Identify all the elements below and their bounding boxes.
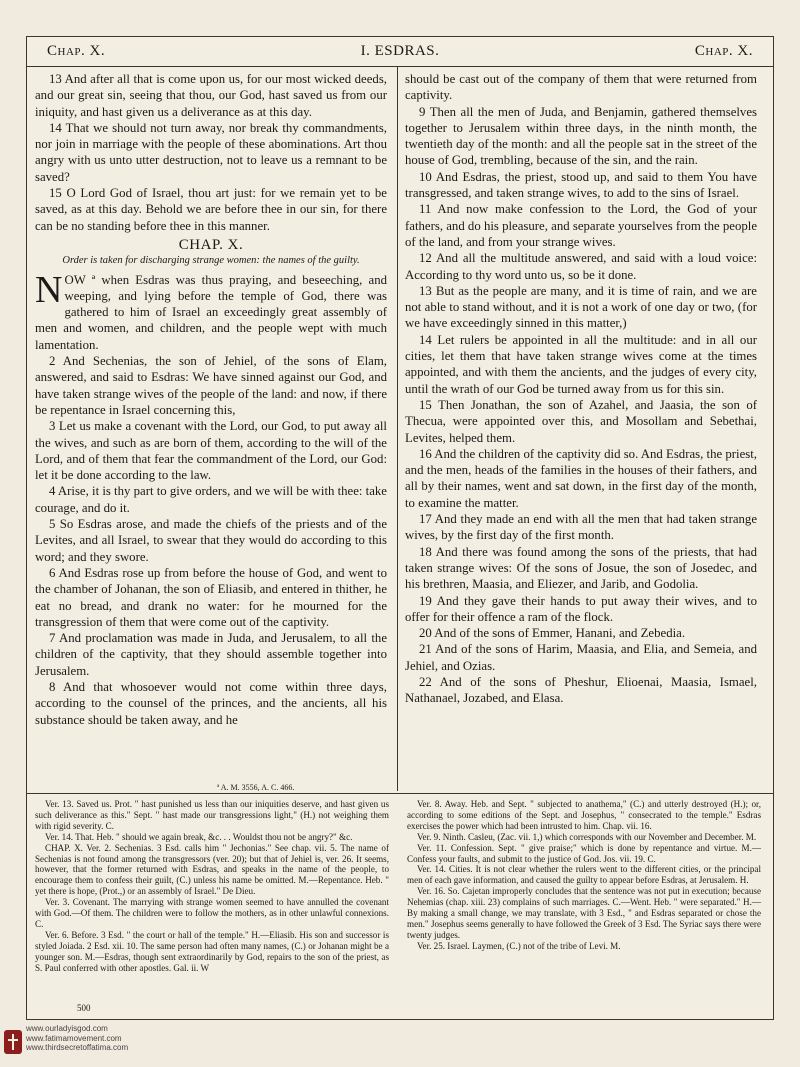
right-column (405, 71, 757, 785)
note: Ver. 13. Saved us. Prot. " hast punished us less than our iniquities deserve, and hast given us such deliverance as this." Sept. " hast made our transgressions light," (H.) not weighing them with rigid severity. C. (35, 799, 389, 831)
verse-continued: should be cast out of the company of them that were returned from captivity. (405, 72, 757, 103)
verse: 15 Then Jonathan, the son of Azahel, and Jaasia, the son of Thecua, were appointed over this, and Mosollam and Sebethai, Levites, helped them. (405, 397, 757, 445)
column-divider (397, 67, 398, 791)
verse: 4 Arise, it is thy part to give orders, and we will be with thee: take courage, and do it. (35, 484, 387, 515)
verse: 21 And of the sons of Harim, Maasia, and Elia, and Semeia, and Jehiel, and Ozias. (405, 642, 757, 673)
drop-capital: N (35, 268, 63, 311)
website-link[interactable]: www.thirdsecretoffatima.com (26, 1043, 129, 1052)
verse: 14 Let rulers be appointed in all the multitude: and in all our cities, let them that have taken strange wives come at the times appointed, and with them the ancients, and the judges of every city, until the wrath of our God be turned away from us for this sin. (405, 332, 757, 396)
verse: 20 And of the sons of Emmer, Hanani, and Zebedia. (419, 626, 686, 641)
left-column (35, 71, 387, 785)
verse: 2 And Sechenias, the son of Jehiel, of the sons of Elam, answered, and said to Esdras: We have sinned against our God, and have taken strange wives of the people of the land: and now, if there be repentance in Israel concerning this, (35, 354, 387, 417)
note: Ver. 8. Away. Heb. and Sept. " subjected to anathema," (C.) and utterly destroyed (H.); or, according to some editions of the Sept. and Josephus, " consecrated to the temple." Esdras exercises the power which had been intrusted to him. Chap. vii. 16. (407, 799, 761, 831)
verse: 14 That we should not turn away, nor break thy commandments, nor join in marriage with the people of these abominations. Art thou angry with us unto utter destruction, not to leave us a remnant to be saved? (35, 120, 387, 184)
bible-page (26, 36, 774, 1020)
verse: 7 And proclamation was made in Juda, and Jerusalem, to all the children of the captivity, that they should assemble together into Jerusalem. (35, 631, 387, 678)
verse: 12 And all the multitude answered, and said with a loud voice: According to thy word unto us, so be it done. (405, 251, 757, 282)
first-verse-text: OW ª when Esdras was thus praying, and beseeching, and weeping, and lying before the temple of God, there was gathered to him of Israel an exceedingly great assembly of men and women, and children, and the people wept with much lamentation. (35, 272, 387, 352)
verse: 17 And they made an end with all the men that had taken strange wives, by the first day of the first month. (405, 512, 757, 543)
commentary-notes-right (407, 799, 761, 952)
verse: 8 And that whosoever would not come within three days, according to the counsel of the princes, and the ancients, all his substance should be taken away, and he (35, 679, 387, 727)
note: Ver. 6. Before. 3 Esd. " the court or hall of the temple." H.—Eliasib. His son and successor is styled Joiada. 2 Esd. xii. 10. The same person had often many names, (C.) or Johanan might be a younger son. M.—Esdras, though sent extraordinarily by God, repairs to the son of the priest, as S. Paul conferred with other apostles. Gal. ii. W (35, 929, 389, 973)
note: Ver. 14. Cities. It is not clear whether the rulers went to the different cities, or the principal men of each gave information, and caused the guilty to appear before Esdras, at Jerusalem. H. (407, 864, 761, 886)
note: Ver. 9. Ninth. Casleu, (Zac. vii. 1,) which corresponds with our November and December. M. (417, 831, 757, 842)
verse: 13 And after all that is come upon us, for our most wicked deeds, and our great sin, seeing that thou, our God, hast saved us from our iniquity, and hast given us a deliverance as at this day. (35, 72, 387, 119)
verse: 9 Then all the men of Juda, and Benjamin, gathered themselves together to Jerusalem within three days, in the ninth month, the twentieth day of the month: and all the people sat in the street of the house of God, trembling, because of the sin, and the rain. (405, 104, 757, 168)
verse: 11 And now make confession to the Lord, the God of your fathers, and do his pleasure, and separate yourselves from the people of the land, and from your strange wives. (405, 202, 757, 249)
verse: 13 But as the people are many, and it is time of rain, and we are not able to stand without, and it is not a work of one day or two, (for we have exceedingly sinned in this matter,) (405, 283, 757, 331)
verse: 10 And Esdras, the priest, stood up, and said to them You have transgressed, and taken strange wives, to add to the sins of Israel. (405, 169, 757, 201)
verse: 15 O Lord God of Israel, thou art just: for we remain yet to be saved, as at this day. Behold we are before thee in our sin, for there can be no standing before thee in this manner. (35, 186, 387, 233)
website-link[interactable]: www.ourladyisgod.com (26, 1024, 108, 1033)
chapter-heading: CHAP. X. (178, 236, 244, 253)
note: Ver. 25. Israel. Laymen, (C.) not of the tribe of Levi. M. (417, 940, 621, 951)
header-chapter-left: Chap. X. (47, 43, 106, 59)
note: CHAP. X. Ver. 2. Sechenias. 3 Esd. calls him " Jechonias." See chap. vii. 5. The name of Sechenias is not found among the transgressors (ver. 20); but that of Jehiel is, ver. 26. It seems, however, that the former returned with Esdras, and speaks in the name of the people, to encourage them to confess their guilt, (C.) unless his name be omitted. M.—Repentance. Heb. " yet there is hope, (Prot.,) or an assembly of Israel." De Dieu. (35, 842, 389, 897)
footnote-reference: ª A. M. 3556, A. C. 466. (217, 783, 295, 792)
first-verse (35, 268, 387, 353)
verse: 3 Let us make a covenant with the Lord, our God, to put away all the wives, and such as are born of them, according to the will of the Lord, and of them that fear the commandment of the Lord, our God: let it be done according to the law. (35, 419, 387, 483)
notes-divider (27, 793, 773, 794)
header-book-title: I. ESDRAS. (360, 43, 440, 59)
verse: 16 And the children of the captivity did so. And Esdras, the priest, and the men, heads of the families in the houses of their fathers, and all by their names, went and sat down, in the first day of the month, to examine the matter. (405, 446, 757, 510)
note: Ver. 11. Confession. Sept. " give praise;" which is done by repentance and virtue. M.—Confess your faults, and submit to the justice of God. Jos. vii. 19. C. (407, 842, 761, 864)
website-link[interactable]: www.fatimamovement.com (26, 1033, 122, 1043)
verse: 19 And they gave their hands to put away their wives, and to offer for their offence a ram of the flock. (405, 593, 757, 624)
note: Ver. 14. That. Heb. " should we again break, &c. . . Wouldst thou not be angry?" &c. (45, 831, 353, 842)
verse: 5 So Esdras arose, and made the chiefs of the priests and of the Levites, and all Israel, to swear that they would do according to this word; and they swore. (35, 517, 387, 564)
chapter-summary: Order is taken for discharging strange women: the names of the guilty. (62, 255, 360, 267)
note: Ver. 16. So. Cajetan improperly concludes that the sentence was not put in execution; because Nehemias (chap. xiii. 23) complains of such marriages. C.—Went. Heb. " were separated." H.—By making a small change, we may translate, with 3 Esd., " and Esdras separated or chose the men." Josephus seems generally to have followed the Greek of 3 Esd. The Syriac says there were twenty judges. (407, 886, 761, 940)
verse: 18 And there was found among the sons of the priests, that had taken strange wives: Of the sons of Josue, the son of Josedec, and his brethren, Maasia, and Eliezer, and Jarib, and Godolia. (405, 544, 757, 592)
verse: 22 And of the sons of Pheshur, Elioenai, Maasia, Ismael, Nathanael, Jozabed, and Elasa. (405, 674, 757, 706)
website-credits (26, 1024, 128, 1053)
page-number: 500 (77, 1003, 91, 1013)
verse: 6 And Esdras rose up from before the house of God, and went to the chamber of Johanan, the son of Eliasib, and entered in thither, he eat no bread, and drank no water: for he mourned for the transgression of them that were come out of the captivity. (35, 565, 387, 629)
cross-logo-icon (4, 1030, 22, 1054)
header-chapter-right: Chap. X. (694, 43, 753, 59)
running-header (27, 37, 773, 67)
note: Ver. 3. Covenant. The marrying with strange women seemed to have annulled the covenant with God.—Of them. The children were to follow the mothers, as in other unlawful connexions. C. (35, 897, 389, 929)
commentary-notes-left (35, 799, 389, 974)
